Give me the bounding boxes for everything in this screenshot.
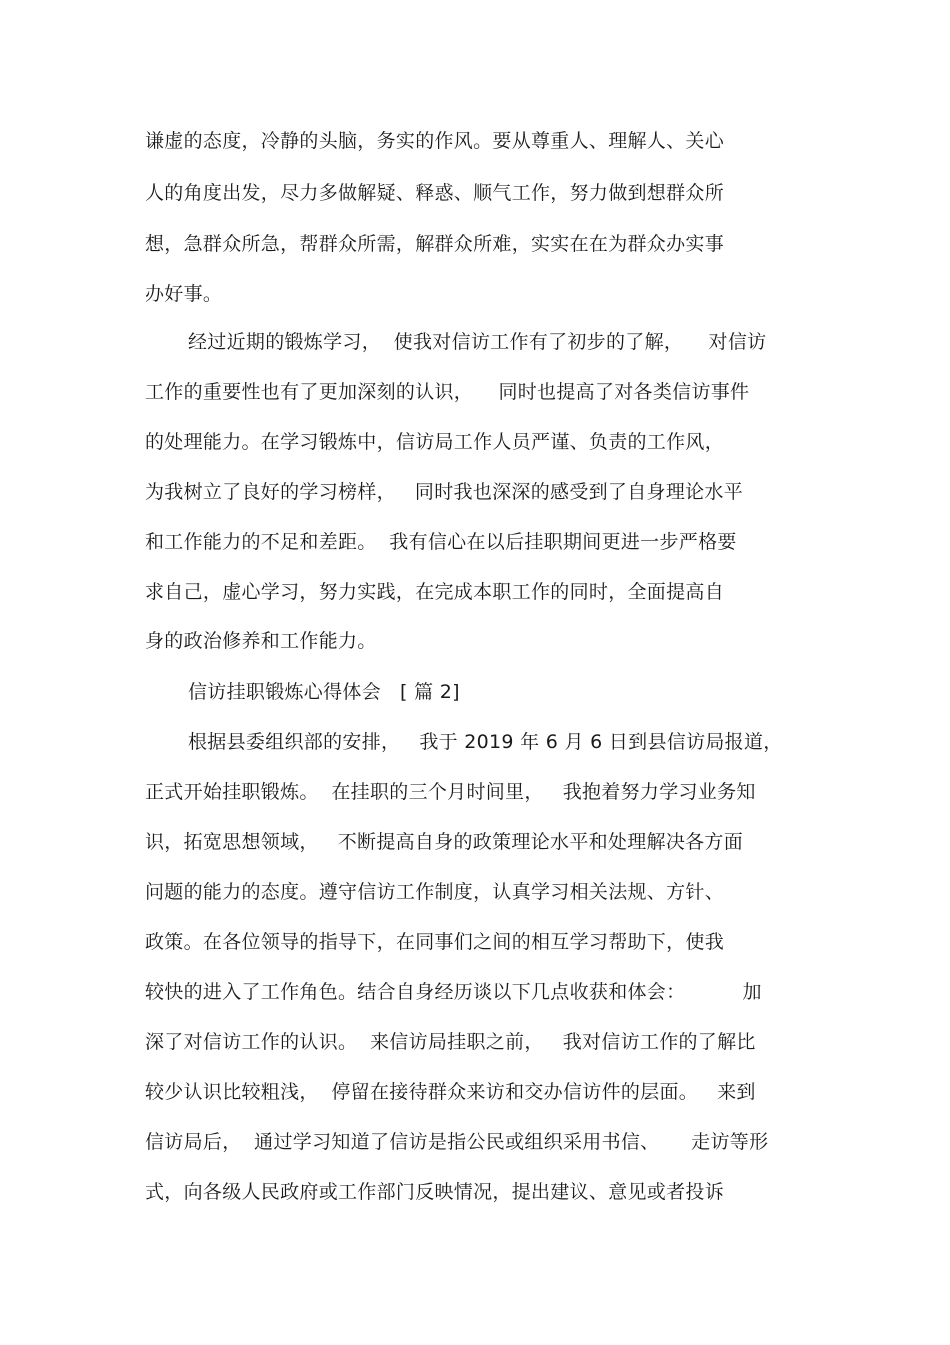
text-line: 信访局后， 通过学习知道了信访是指公民或组织采用书信、 走访等形 xyxy=(145,1131,769,1153)
text-line: 问题的能力的态度。遵守信访工作制度，认真学习相关法规、方针、 xyxy=(145,881,725,903)
text-line: 识，拓宽思想领域， 不断提高自身的政策理论水平和处理解决各方面 xyxy=(145,831,744,853)
text-line: 办好事。 xyxy=(145,283,223,305)
text-line: 求自己，虚心学习，努力实践，在完成本职工作的同时，全面提高自 xyxy=(145,581,725,603)
text-line: 深了对信访工作的认识。 来信访局挂职之前， 我对信访工作的了解比 xyxy=(145,1031,756,1053)
text-line: 经过近期的锻炼学习， 使我对信访工作有了初步的了解， 对信访 xyxy=(188,331,767,353)
text-line: 谦虚的态度，冷静的头脑，务实的作风。要从尊重人、理解人、关心 xyxy=(145,130,725,152)
text-line: 式，向各级人民政府或工作部门反映情况，提出建议、意见或者投诉 xyxy=(145,1181,725,1203)
section-heading: 信访挂职锻炼心得体会 [ 篇 2] xyxy=(188,681,460,703)
text-line: 和工作能力的不足和差距。 我有信心在以后挂职期间更进一步严格要 xyxy=(145,531,737,553)
text-line: 的处理能力。在学习锻炼中，信访局工作人员严谨、负责的工作风， xyxy=(145,431,725,453)
text-line: 较少认识比较粗浅， 停留在接待群众来访和交办信访件的层面。 来到 xyxy=(145,1081,756,1103)
text-line: 正式开始挂职锻炼。 在挂职的三个月时间里， 我抱着努力学习业务知 xyxy=(145,781,756,803)
text-line: 政策。在各位领导的指导下，在同事们之间的相互学习帮助下，使我 xyxy=(145,931,725,953)
text-line: 想，急群众所急，帮群众所需，解群众所难，实实在在为群众办实事 xyxy=(145,233,725,255)
text-line: 根据县委组织部的安排， 我于 2019 年 6 月 6 日到县信访局报道， xyxy=(188,731,783,753)
text-line: 人的角度出发，尽力多做解疑、释惑、顺气工作，努力做到想群众所 xyxy=(145,182,725,204)
text-line: 身的政治修养和工作能力。 xyxy=(145,630,377,652)
text-line: 工作的重要性也有了更加深刻的认识， 同时也提高了对各类信访事件 xyxy=(145,381,750,403)
text-line: 为我树立了良好的学习榜样， 同时我也深深的感受到了自身理论水平 xyxy=(145,481,744,503)
text-line: 较快的进入了工作角色。结合自身经历谈以下几点收获和体会： 加 xyxy=(145,981,762,1003)
